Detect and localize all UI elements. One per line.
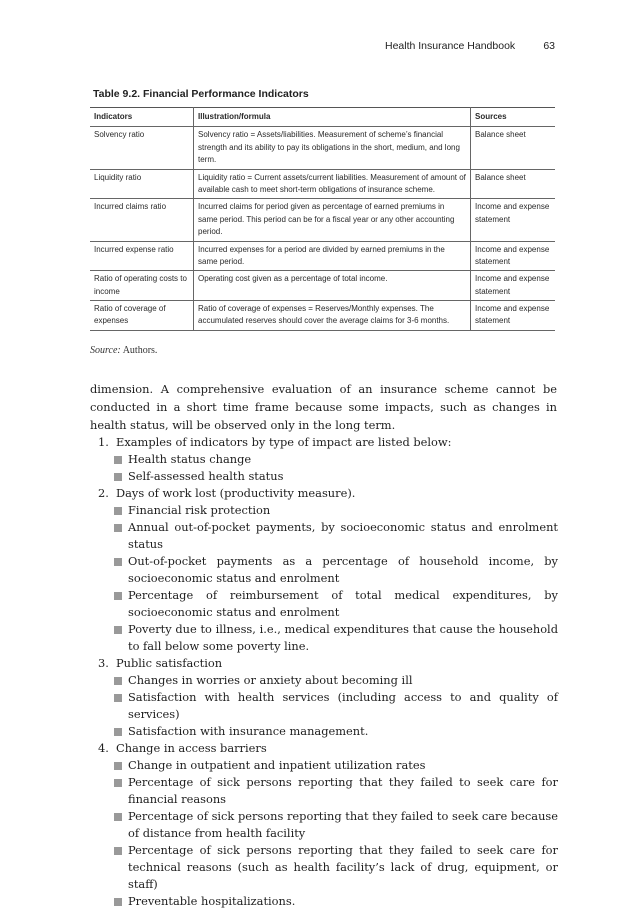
list-number: 4. bbox=[98, 741, 109, 755]
sub-list-item bbox=[98, 451, 558, 468]
sub-list-item bbox=[98, 893, 558, 910]
column-header-sources: Sources bbox=[471, 108, 556, 127]
square-bullet-icon bbox=[114, 847, 122, 855]
sub-list-item bbox=[98, 553, 558, 587]
sub-list-item bbox=[98, 774, 558, 808]
source-cell: Balance sheet bbox=[471, 127, 556, 169]
sub-item-text: Percentage of sick persons reporting that they failed to seek care for technical reasons (such as health facility’s lack of drug, equipment, or staff) bbox=[128, 843, 558, 891]
column-header-indicators: Indicators bbox=[90, 108, 194, 127]
source-cell: Income and expense statement bbox=[471, 199, 556, 241]
list-item bbox=[98, 434, 558, 485]
financial-indicators-table bbox=[90, 107, 555, 331]
formula-cell: Solvency ratio = Assets/liabilities. Measurement of scheme’s financial strength and its ability to pay its obligations in the short, medium, and long term. bbox=[194, 127, 471, 169]
square-bullet-icon bbox=[114, 728, 122, 736]
list-number: 3. bbox=[98, 656, 109, 670]
table-row bbox=[90, 169, 555, 199]
source-text: Authors. bbox=[122, 345, 158, 356]
square-bullet-icon bbox=[114, 558, 122, 566]
indicator-cell: Solvency ratio bbox=[90, 127, 194, 169]
sub-list-item bbox=[98, 587, 558, 621]
square-bullet-icon bbox=[114, 626, 122, 634]
square-bullet-icon bbox=[114, 507, 122, 515]
formula-cell: Operating cost given as a percentage of total income. bbox=[194, 271, 471, 301]
table-row bbox=[90, 301, 555, 331]
table-row bbox=[90, 271, 555, 301]
sub-item-text: Satisfaction with health services (including access to and quality of services) bbox=[128, 690, 558, 721]
table-header-row bbox=[90, 108, 555, 127]
sub-item-text: Percentage of reimbursement of total medical expenditures, by socioeconomic status and enrolment bbox=[128, 588, 558, 619]
page-number: 63 bbox=[543, 40, 555, 52]
sub-list-item bbox=[98, 723, 558, 740]
sub-item-text: Self-assessed health status bbox=[128, 469, 284, 483]
table-caption: Table 9.2. Financial Performance Indicators bbox=[93, 88, 309, 100]
list-item-text: Change in access barriers bbox=[116, 741, 267, 755]
sub-list-item bbox=[98, 842, 558, 893]
table-source-note bbox=[90, 345, 157, 356]
indicator-cell: Ratio of coverage of expenses bbox=[90, 301, 194, 331]
list-number: 1. bbox=[98, 435, 109, 449]
square-bullet-icon bbox=[114, 592, 122, 600]
formula-cell: Incurred claims for period given as percentage of earned premiums in same period. This period can be for a fiscal year or any other accounting period. bbox=[194, 199, 471, 241]
body-paragraph: dimension. A comprehensive evaluation of an insurance scheme cannot be conducted in a short time frame because some impacts, such as changes in health status, will be observed only in the long term. bbox=[90, 382, 557, 432]
square-bullet-icon bbox=[114, 677, 122, 685]
square-bullet-icon bbox=[114, 813, 122, 821]
sub-item-text: Health status change bbox=[128, 452, 252, 466]
sub-item-text: Percentage of sick persons reporting that they failed to seek care for financial reasons bbox=[128, 775, 558, 806]
sub-list-item bbox=[98, 689, 558, 723]
sub-list-item bbox=[98, 468, 558, 485]
formula-cell: Liquidity ratio = Current assets/current liabilities. Measurement of amount of available cash to meet short-term obligations of insurance scheme. bbox=[194, 169, 471, 199]
list-item-text: Examples of indicators by type of impact are listed below: bbox=[116, 435, 452, 449]
indicator-cell: Ratio of operating costs to income bbox=[90, 271, 194, 301]
square-bullet-icon bbox=[114, 473, 122, 481]
sub-list-item bbox=[98, 502, 558, 519]
impact-indicator-list bbox=[98, 434, 558, 910]
source-label: Source: bbox=[90, 345, 121, 356]
sub-list-item bbox=[98, 757, 558, 774]
sub-item-text: Percentage of sick persons reporting that they failed to seek care because of distance from health facility bbox=[128, 809, 558, 840]
sub-list-item bbox=[98, 519, 558, 553]
sub-item-text: Changes in worries or anxiety about becoming ill bbox=[128, 673, 413, 687]
sub-item-text: Poverty due to illness, i.e., medical expenditures that cause the household to fall below some poverty line. bbox=[128, 622, 558, 653]
list-number: 2. bbox=[98, 486, 109, 500]
list-item-text: Public satisfaction bbox=[116, 656, 223, 670]
list-item-text: Days of work lost (productivity measure). bbox=[116, 486, 356, 500]
table-row bbox=[90, 127, 555, 169]
square-bullet-icon bbox=[114, 456, 122, 464]
list-item bbox=[98, 740, 558, 910]
sub-item-text: Annual out-of-pocket payments, by socioeconomic status and enrolment status bbox=[128, 520, 558, 551]
sub-item-text: Preventable hospitalizations. bbox=[128, 894, 296, 908]
page-header bbox=[385, 40, 555, 54]
sub-item-text: Change in outpatient and inpatient utilization rates bbox=[128, 758, 426, 772]
source-cell: Income and expense statement bbox=[471, 271, 556, 301]
sub-item-text: Satisfaction with insurance management. bbox=[128, 724, 369, 738]
square-bullet-icon bbox=[114, 779, 122, 787]
formula-cell: Incurred expenses for a period are divided by earned premiums in the same period. bbox=[194, 241, 471, 271]
list-item bbox=[98, 485, 558, 655]
indicator-cell: Liquidity ratio bbox=[90, 169, 194, 199]
list-item bbox=[98, 655, 558, 740]
square-bullet-icon bbox=[114, 762, 122, 770]
sub-list-item bbox=[98, 808, 558, 842]
sub-item-text: Out-of-pocket payments as a percentage of household income, by socioeconomic status and enrolment bbox=[128, 554, 558, 585]
source-cell: Income and expense statement bbox=[471, 241, 556, 271]
square-bullet-icon bbox=[114, 694, 122, 702]
square-bullet-icon bbox=[114, 898, 122, 906]
indicator-cell: Incurred expense ratio bbox=[90, 241, 194, 271]
square-bullet-icon bbox=[114, 524, 122, 532]
table-row bbox=[90, 199, 555, 241]
indicator-cell: Incurred claims ratio bbox=[90, 199, 194, 241]
sub-list-item bbox=[98, 672, 558, 689]
formula-cell: Ratio of coverage of expenses = Reserves/Monthly expenses. The accumulated reserves should cover the average claims for 3-6 months. bbox=[194, 301, 471, 331]
source-cell: Income and expense statement bbox=[471, 301, 556, 331]
sub-list-item bbox=[98, 621, 558, 655]
running-title: Health Insurance Handbook bbox=[385, 40, 516, 52]
sub-item-text: Financial risk protection bbox=[128, 503, 271, 517]
column-header-formula: Illustration/formula bbox=[194, 108, 471, 127]
table-row bbox=[90, 241, 555, 271]
source-cell: Balance sheet bbox=[471, 169, 556, 199]
